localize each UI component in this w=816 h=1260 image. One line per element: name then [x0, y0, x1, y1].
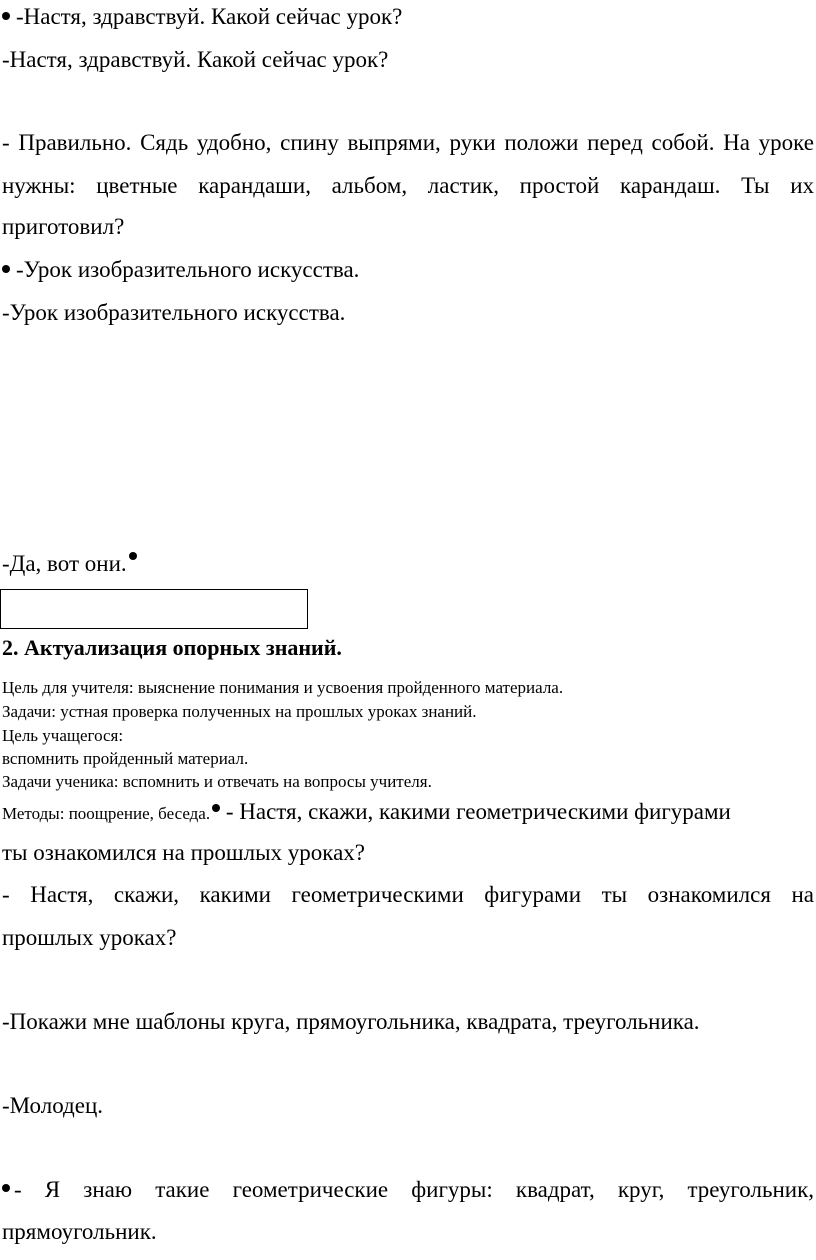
line-text: -Урок изобразительного искусства. [16, 257, 360, 282]
line-13: -Молодец. [2, 1093, 104, 1118]
line-10: - Настя, скажи, какими геометрическими фигурами ты ознакомился на [2, 882, 814, 907]
line-text: -Настя, здравствуй. Какой сейчас урок? [16, 4, 403, 29]
line-6 [2, 255, 359, 285]
bullet-icon [129, 552, 137, 560]
bullet-icon [212, 804, 220, 812]
tasks-teacher: Задачи: устная проверка полученных на прошлых уроках знаний. [2, 702, 477, 721]
bullet-icon [2, 1184, 10, 1192]
goal-student: вспомнить пройденный материал. [2, 749, 249, 768]
goal-teacher: Цель для учителя: выяснение понимания и усвоения пройденного материала. [2, 678, 564, 697]
question-text: - Настя, скажи, какими геометрическими фигурами [220, 799, 731, 824]
line-14 [2, 1175, 814, 1205]
bullet-icon [2, 265, 10, 273]
line-5: приготовил? [2, 214, 125, 239]
line-11: прошлых уроках? [2, 925, 177, 950]
goal-student-label: Цель учащегося: [2, 726, 124, 745]
line-12: -Покажи мне шаблоны круга, прямоугольника, квадрата, треугольника. [2, 1009, 700, 1034]
methods-line [2, 797, 731, 827]
line-3: - Правильно. Сядь удобно, спину выпрями, руки положи перед собой. На уроке [2, 130, 814, 155]
bullet-icon [2, 12, 10, 20]
line-1 [2, 2, 402, 32]
line-text: - Я знаю такие геометрические фигуры: квадрат, круг, треугольник, [14, 1177, 814, 1202]
empty-box [0, 589, 308, 629]
tasks-student: Задачи ученика: вспомнить и отвечать на вопросы учителя. [2, 772, 432, 791]
line-4: нужны: цветные карандаши, альбом, ластик, простой карандаш. Ты их [2, 173, 814, 198]
line-9: ты ознакомился на прошлых уроках? [2, 840, 366, 865]
line-8 [2, 549, 143, 579]
methods-text: Методы: поощрение, беседа. [2, 804, 211, 823]
line-15: прямоугольник. [2, 1219, 157, 1244]
line-2: -Настя, здравствуй. Какой сейчас урок? [2, 47, 389, 72]
line-text: -Да, вот они. [2, 551, 127, 576]
section-heading: 2. Актуализация опорных знаний. [2, 635, 342, 660]
line-7: -Урок изобразительного искусства. [2, 300, 346, 325]
